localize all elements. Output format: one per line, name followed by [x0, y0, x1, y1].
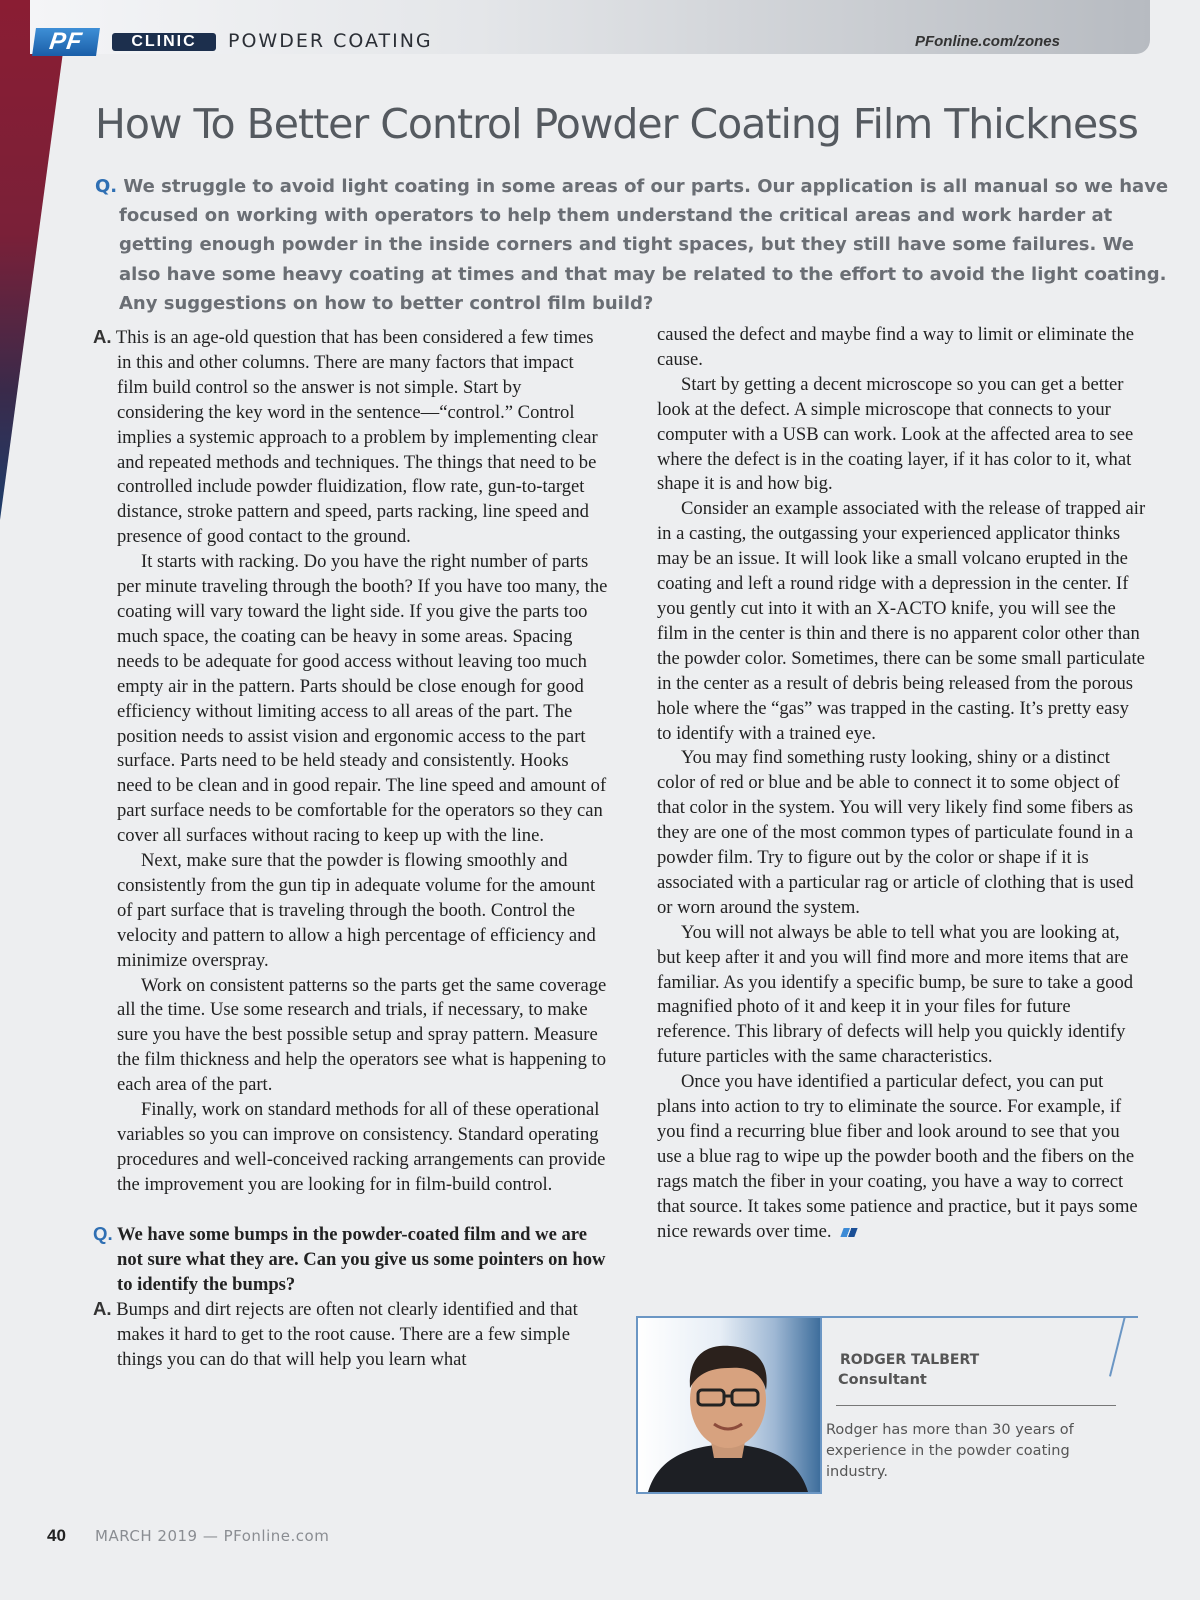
answer-paragraph: Consider an example associated with the release of trapped air in a casting, the outgassing your experienced applicator thinks may be an issue. It will look like a small volcano erupted in the coating and left a round ridge with a depression in the center. If you gently cut into it with an X-ACTO knife, you will see the film in the center is thin and there is no apparent color other than the powder color. Sometimes, there can be some small particulate in the center as a result of debris being released from the porous hole where the “gas” was trapped in the casting. It’s pretty easy to identify with a trained eye.: [657, 498, 1146, 744]
author-divider: [836, 1405, 1116, 1406]
question-marker: Q.: [93, 1222, 113, 1244]
author-photo: [636, 1316, 822, 1494]
answer-text: Once you have identified a particular defect, you can put plans into action to try to eliminate the source. For example, if you find a recurring blue fiber and look around to see that you use a blue rag to wipe up the powder booth and the fibers on the rags match the fiber in your coating, you have a way to correct that source. It takes some patience and practice, but it pays some nice rewards over time.: [657, 1071, 1138, 1242]
frame-line: [818, 1316, 1138, 1318]
answer-paragraph: [93, 325, 608, 550]
frame-slash: [1109, 1316, 1126, 1377]
author-portrait-icon: [638, 1318, 820, 1492]
side-accent-band: [0, 0, 70, 520]
answer-text: This is an age-old question that has been considered a few times in this and other columns. There are many factors that impact film build control so the answer is not simple. Start by considering the key word in the sentence—“control.” Control implies a systemic approach to a problem by implementing clear and repeated methods and techniques. The things that need to be controlled include powder fluidization, flow rate, gun-to-target distance, stroke pattern and speed, parts racking, line speed and presence of good contact to the ground.: [115, 327, 598, 548]
article-title: How To Better Control Powder Coating Film Thickness: [95, 100, 1138, 148]
intro-question-text: We struggle to avoid light coating in some areas of our parts. Our application is all manual so we have focused on working with operators to help them understand the critical areas and work harder at getting enough powder in the inside corners and tight spaces, but they still have some failures. We also have some heavy coating at times and that may be related to the effort to avoid the light coating. Any suggestions on how to better control film build?: [119, 176, 1169, 314]
left-column: [93, 325, 608, 1373]
question-two-text: We have some bumps in the powder-coated film and we are not sure what they are. Can you give us some pointers on how to identify the bumps?: [116, 1223, 606, 1295]
intro-question: [95, 172, 1169, 318]
answer-paragraph: Finally, work on standard methods for all of these operational variables so you can improve on consistency. Standard operating procedures and well-conceived racking arrangements can provide the improvement you are looking for in film-build control.: [117, 1099, 606, 1195]
pf-logo: PF: [32, 28, 100, 56]
answer-paragraph: Next, make sure that the powder is flowing smoothly and consistently from the gun tip in adequate volume for the amount of part surface that is traveling through the booth. Control the velocity and pattern to allow a high percentage of efficiency and minimize overspray.: [117, 850, 596, 971]
answer-paragraph: Work on consistent patterns so the parts get the same coverage all the time. Use some research and trials, if necessary, to make sure you have the best possible setup and spray pattern. Measure the film thickness and help the operators see what is happening to each area of the part.: [117, 974, 607, 1096]
answer-text: Bumps and dirt rejects are often not clearly identified and that makes it hard to get to the root cause. There are a few simple things you can do that will help you learn what: [116, 1299, 578, 1371]
question-two: [93, 1222, 608, 1298]
answer-marker: A.: [93, 1298, 112, 1320]
answer-paragraph: Start by getting a decent microscope so you can get a better look at the defect. A simple microscope that connects to your computer with a USB can work. Look at the affected area to see where the defect is in the coating layer, if it has color to it, what shape it is and how big.: [657, 373, 1134, 495]
answer-paragraph: [93, 1297, 608, 1373]
answer-paragraph: [657, 1070, 1147, 1244]
author-box: [636, 1316, 1138, 1492]
question-marker: Q.: [95, 176, 118, 197]
author-role: Consultant: [838, 1372, 927, 1388]
right-column: [657, 323, 1147, 1245]
author-name: RODGER TALBERT: [840, 1352, 980, 1368]
answer-paragraph: You will not always be able to tell what you are looking at, but keep after it and you will find more and more items that are familiar. As you identify a specific bump, be sure to take a good magnified photo of it and keep it in your files for future reference. This library of defects will help you quickly identify future particles with the same characteristics.: [657, 921, 1134, 1068]
section-label: POWDER COATING: [228, 30, 433, 52]
answer-paragraph: caused the defect and maybe find a way to limit or eliminate the cause.: [657, 324, 1135, 370]
header-url[interactable]: PFonline.com/zones: [914, 33, 1060, 50]
answer-marker: A.: [93, 326, 112, 347]
clinic-tag: CLINIC: [112, 33, 216, 51]
footer-text: MARCH 2019 — PFonline.com: [95, 1527, 330, 1545]
author-bio: Rodger has more than 30 years of experience in the powder coating industry.: [826, 1422, 1074, 1480]
answer-paragraph: You may find something rusty looking, shiny or a distinct color of red or blue and be able to connect it to some object of that color in the system. You will very likely find some fibers as they are one of the most common types of particulate found in a powder film. Try to figure out by the color or shape if it is associated with a particular rag or article of clothing that is used or worn around the system.: [657, 747, 1134, 918]
page-number: 40: [47, 1526, 66, 1545]
end-mark-icon: [840, 1228, 857, 1237]
answer-paragraph: It starts with racking. Do you have the right number of parts per minute traveling through the booth? If you have too many, the coating will vary toward the light side. If you give the parts too much space, the coating can be heavy in some areas. Spacing needs to be adequate for good access without leaving too much empty air in the pattern. Parts should be close enough for good efficiency without limiting access to all areas of the part. The position needs to assist vision and ergonomic access to the part surface. Parts need to be held steady and consistently. Hooks need to be clean and in good repair. The line speed and amount of part surface needs to be comfortable for the operators so they can cover all surfaces without racing to keep up with the line.: [117, 551, 608, 847]
